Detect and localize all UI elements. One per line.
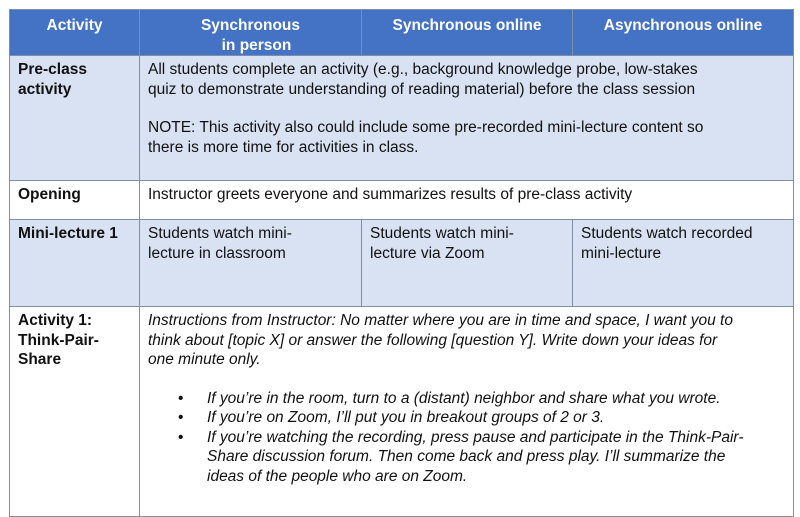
preclass-note: NOTE: This activity also could include some pre-recorded mini-lecture content so bbox=[148, 119, 704, 136]
row-opening bbox=[10, 181, 794, 220]
row-label-activity1: Activity 1: Think-Pair- Share bbox=[10, 307, 140, 517]
header-sync-in-person: Synchronous in person bbox=[140, 10, 362, 56]
activity1-instructions: Instructions from Instructor: No matter where you are in time and space, I want you to bbox=[148, 312, 733, 329]
row-preclass bbox=[10, 56, 794, 181]
list-item: • If you’re in the room, turn to a (distant) neighbor and share what you wrote. bbox=[178, 389, 721, 407]
bullet-icon: • bbox=[178, 428, 184, 446]
list-item: • If you’re on Zoom, I’ll put you in breakout groups of 2 or 3. bbox=[178, 409, 605, 426]
header-activity: Activity bbox=[10, 10, 140, 56]
list-item: • If you’re watching the recording, press pause and participate in the Think-Pair- Share discussion forum. Then come back and press play. I’ll summarize the ideas of the people who are on Zoom. bbox=[178, 428, 744, 485]
activity1-description: Instructions from Instructor: No matter where you are in time and space, I want you to think about [topic X] or answer the following [question Y]. Write down your ideas for one minute only. • If you’re in the room, turn to a (distant) neighbor and share what you wrote. • If you’re on Zoom, I’ll put you in breakout groups of 2 or 3. • If you’re watching the recording, press pause and participate in the Think-Pair- Share discussion forum. Then come back and press play. I’ll summarize the ideas of the people who are on Zoom. bbox=[140, 307, 794, 517]
row-label-preclass: Pre-class activity bbox=[10, 56, 140, 181]
bullet-icon: • bbox=[178, 389, 184, 407]
minilecture-sync-online: Students watch mini- lecture via Zoom bbox=[362, 220, 573, 307]
row-label-opening: Opening bbox=[10, 181, 140, 220]
header-row bbox=[10, 10, 794, 56]
opening-description: Instructor greets everyone and summarizes results of pre-class activity bbox=[140, 181, 794, 220]
activity-table bbox=[9, 9, 794, 517]
row-activity1 bbox=[10, 307, 794, 517]
header-async-online: Asynchronous online bbox=[573, 10, 794, 56]
row-label-minilecture: Mini-lecture 1 bbox=[10, 220, 140, 307]
header-sync-online: Synchronous online bbox=[362, 10, 573, 56]
row-minilecture bbox=[10, 220, 794, 307]
minilecture-in-person: Students watch mini- lecture in classroom bbox=[140, 220, 362, 307]
minilecture-async-online: Students watch recorded mini-lecture bbox=[573, 220, 794, 307]
activity1-bullet-list bbox=[148, 389, 785, 487]
preclass-description: All students complete an activity (e.g., background knowledge probe, low-stakes quiz to demonstrate understanding of reading material) before the class session NOTE: This activity also could include some pre-recorded mini-lecture content so there is more time for activities in class. bbox=[140, 56, 794, 181]
bullet-icon: • bbox=[178, 409, 184, 426]
